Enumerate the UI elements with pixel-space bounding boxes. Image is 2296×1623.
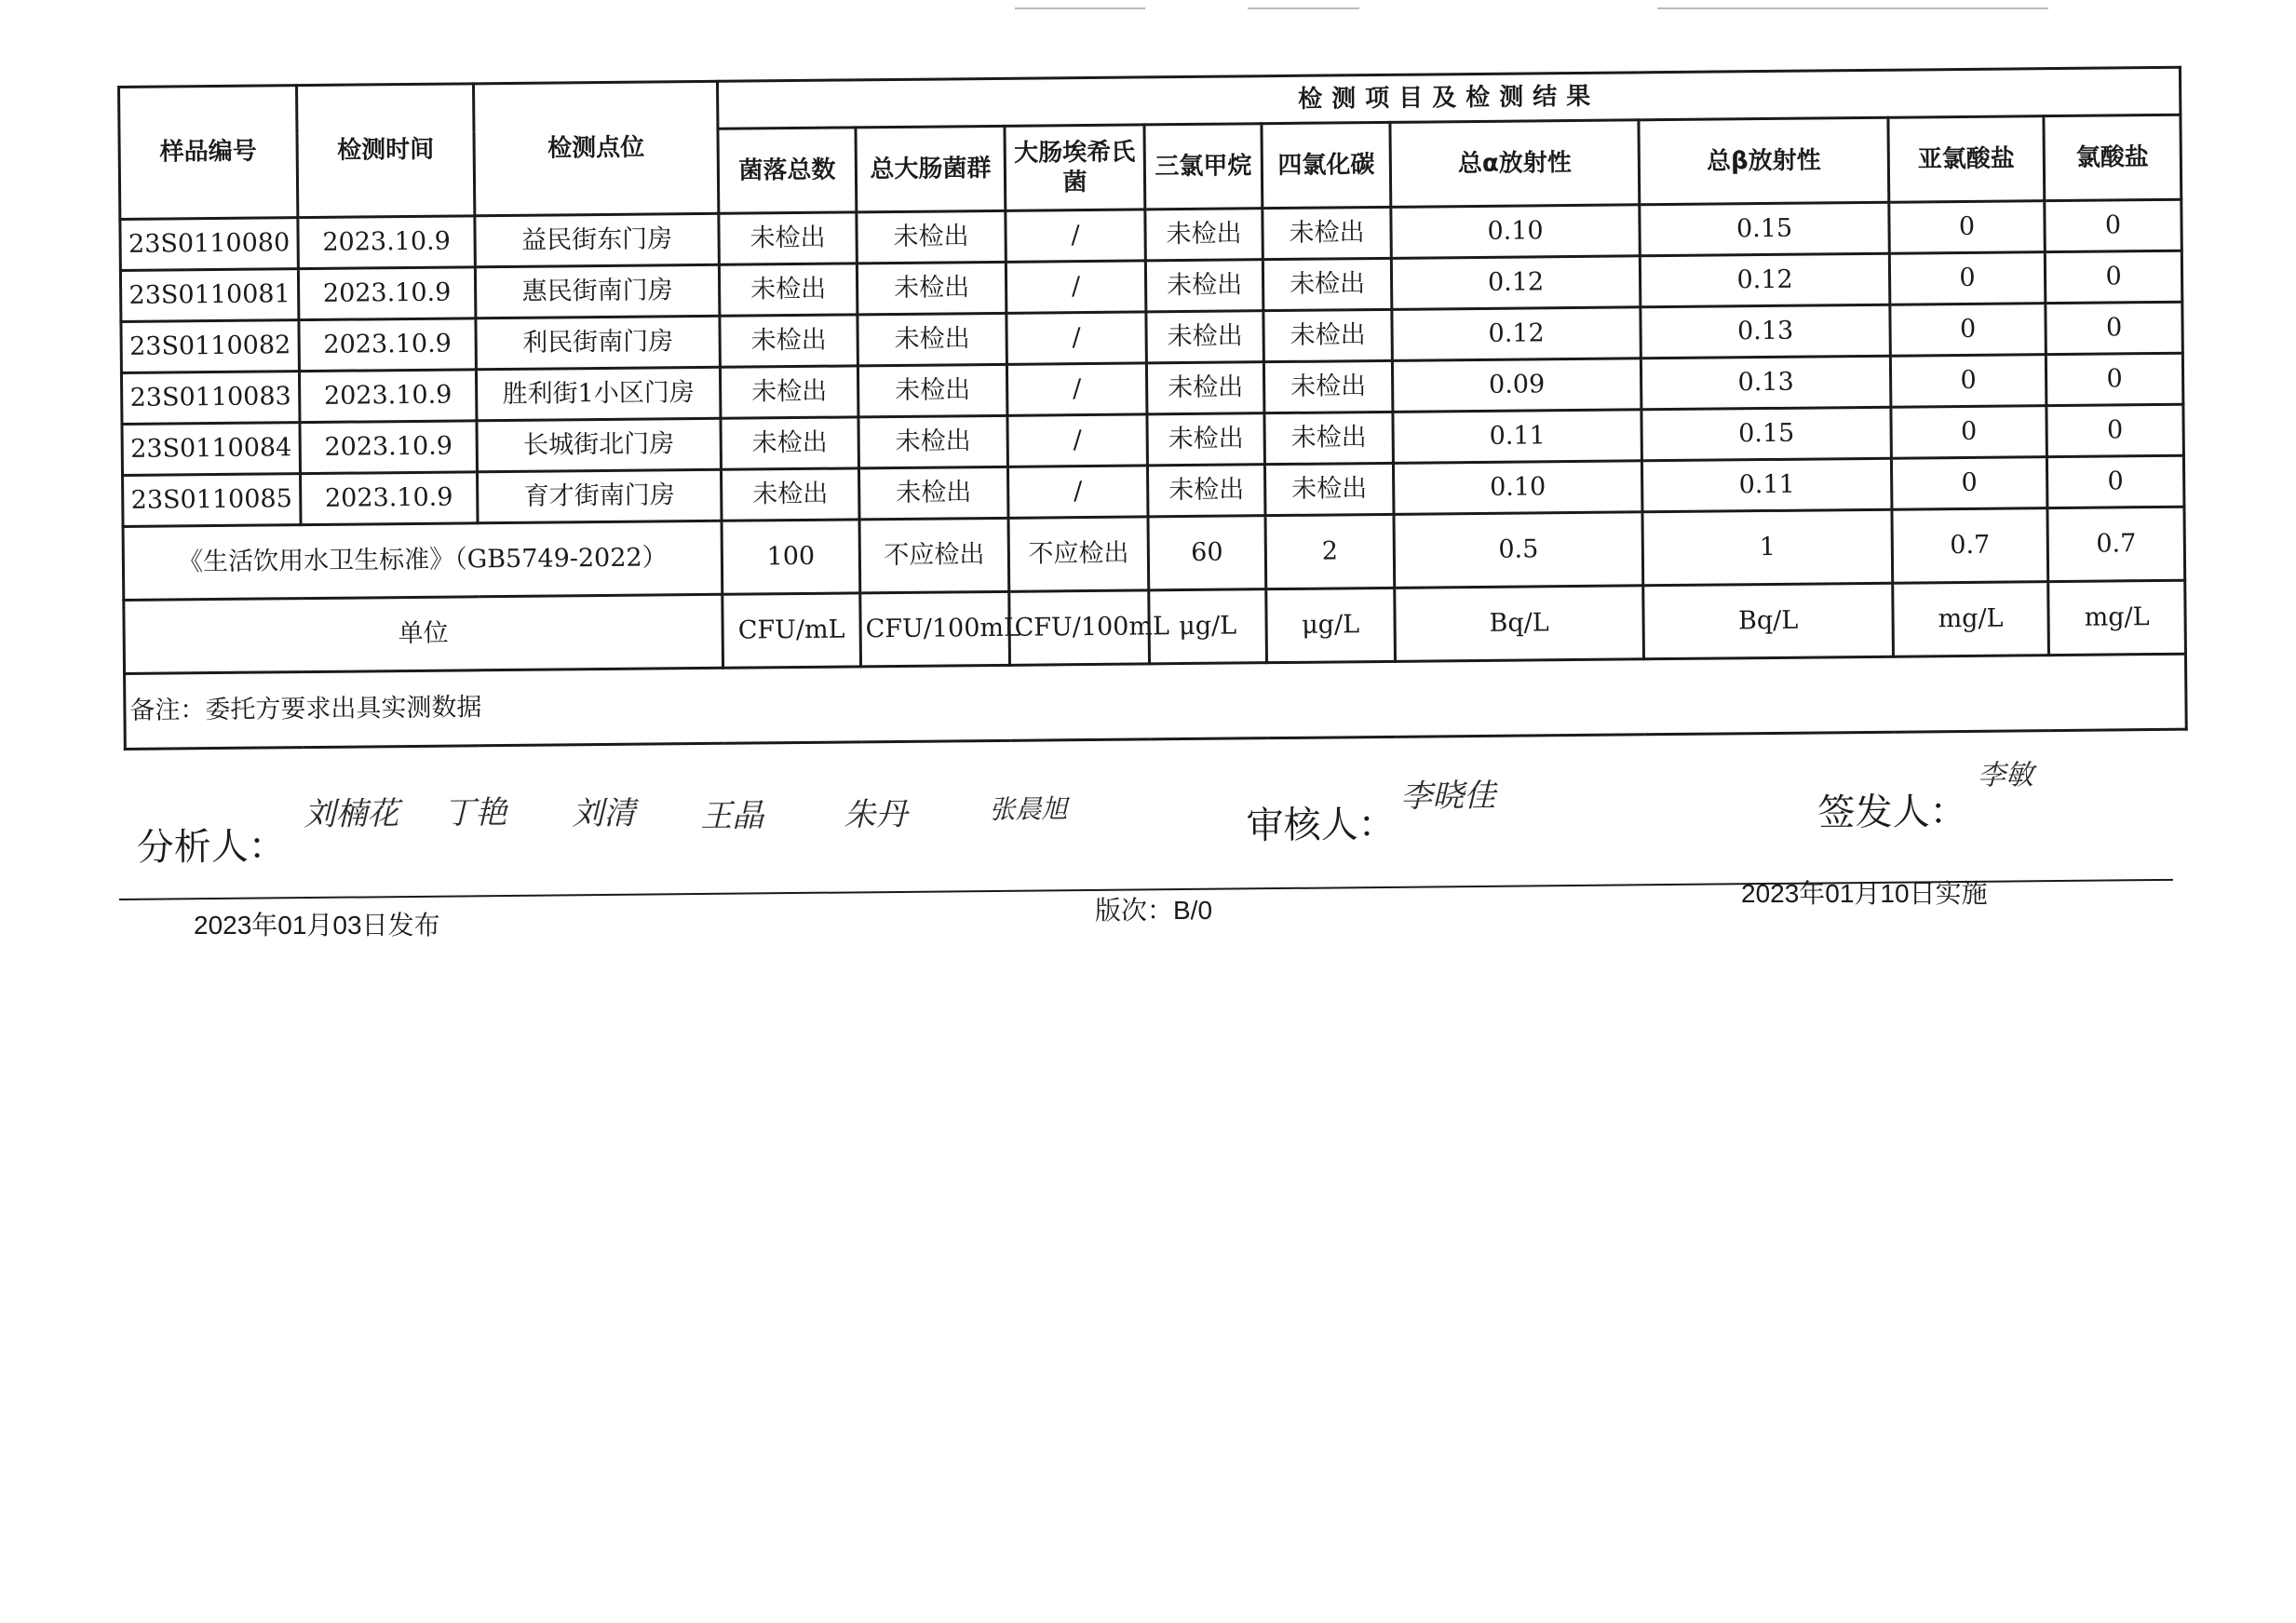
cell-standard-limit: 不应检出	[859, 518, 1009, 593]
cell-result: 未检出	[721, 417, 859, 469]
reviewer-signature: 李晓佳	[1400, 777, 1496, 816]
cell-standard-limit: 0.5	[1394, 512, 1643, 588]
header-test-item: 总α放射性	[1390, 120, 1640, 208]
cell-unit: CFU/100mL	[1009, 590, 1150, 665]
analyst-signature: 王晶	[700, 797, 764, 835]
cell-result: 0	[2046, 455, 2184, 507]
cell-test-date: 2023.10.9	[300, 421, 478, 474]
cell-test-site: 惠民街南门房	[475, 264, 720, 318]
cell-result: 0	[1890, 304, 2046, 357]
cell-unit: mg/L	[2048, 580, 2186, 655]
cell-test-date: 2023.10.9	[298, 267, 476, 320]
cell-result: 未检出	[857, 262, 1006, 315]
cell-unit: Bq/L	[1643, 583, 1894, 659]
cell-sample-id: 23S0110083	[121, 372, 300, 425]
cell-result: 0.15	[1640, 202, 1890, 256]
cell-result: 未检出	[1263, 207, 1392, 259]
cell-result: 未检出	[1146, 311, 1264, 363]
header-sample-id: 样品编号	[119, 86, 298, 220]
cell-test-date: 2023.10.9	[298, 216, 476, 269]
cell-result: 未检出	[721, 468, 859, 521]
header-test-item: 菌落总数	[718, 128, 857, 213]
cell-unit: mg/L	[1893, 582, 2049, 657]
cell-result: 未检出	[857, 210, 1006, 264]
cell-result: 0.13	[1641, 304, 1891, 358]
cell-test-site: 育才街南门房	[477, 469, 722, 523]
cell-result: 0.11	[1641, 458, 1892, 512]
header-test-item: 大肠埃希氏菌	[1005, 125, 1145, 210]
cell-result: 未检出	[1147, 465, 1265, 517]
header-test-item: 总β放射性	[1639, 117, 1889, 205]
analyst-signature: 张晨旭	[989, 793, 1068, 825]
cell-result: 0	[2046, 353, 2183, 405]
cell-result: 未检出	[858, 467, 1008, 520]
cell-standard-limit: 0.7	[2047, 507, 2185, 581]
cell-result: 0	[1891, 457, 2047, 510]
cell-sample-id: 23S0110080	[120, 218, 299, 271]
cell-result: /	[1006, 312, 1147, 364]
cell-result: /	[1007, 466, 1148, 518]
issuer-label: 签发人：	[1817, 790, 1967, 835]
cell-sample-id: 23S0110084	[122, 423, 301, 476]
header-test-items-group: 检测项目及检测结果	[717, 67, 2180, 128]
cell-result: 未检出	[858, 415, 1008, 468]
cell-standard-limit: 100	[722, 520, 860, 594]
cell-result: 0.09	[1392, 358, 1641, 413]
cell-result: 未检出	[1263, 309, 1393, 361]
cell-test-site: 益民街东门房	[475, 213, 720, 267]
issuer-signature: 李敏	[1977, 759, 2034, 792]
cell-result: 未检出	[1146, 362, 1264, 414]
cell-result: 未检出	[858, 364, 1007, 417]
cell-result: 0.11	[1393, 410, 1642, 464]
cell-result: /	[1006, 363, 1147, 415]
cell-unit: μg/L	[1266, 588, 1396, 662]
standard-label: 《生活饮用水卫生标准》（GB5749-2022）	[123, 521, 723, 600]
header-test-item: 三氯甲烷	[1144, 124, 1263, 210]
cell-result: 0	[1890, 355, 2046, 408]
cell-test-site: 利民街南门房	[476, 316, 721, 370]
analyst-signature: 刘清	[572, 794, 636, 833]
analyst-label: 分析人：	[136, 825, 286, 870]
analyst-signature: 朱丹	[844, 795, 908, 834]
cell-unit: Bq/L	[1395, 586, 1644, 662]
cell-result: /	[1006, 261, 1146, 313]
cell-result: 0.10	[1391, 205, 1641, 259]
header-test-item: 四氯化碳	[1262, 122, 1391, 208]
cell-result: 未检出	[720, 366, 858, 418]
cell-result: 0.12	[1391, 256, 1641, 310]
cell-sample-id: 23S0110082	[121, 320, 300, 373]
cell-result: 未检出	[1145, 209, 1263, 261]
cell-result: 0	[1889, 201, 2046, 254]
cell-result: 0	[2045, 250, 2182, 303]
cell-test-date: 2023.10.9	[301, 472, 479, 525]
cell-test-site: 长城街北门房	[477, 418, 722, 472]
cell-result: 未检出	[1264, 412, 1394, 464]
cell-unit: μg/L	[1149, 589, 1267, 664]
version: 版次：B/0	[1095, 896, 1213, 925]
cell-result: 0	[2045, 199, 2182, 251]
analyst-signature: 刘楠花	[304, 794, 399, 833]
remark-note: 备注：委托方要求出具实测数据	[125, 654, 2187, 749]
cell-result: 0	[1889, 252, 2046, 305]
effective-date: 2023年01月10日实施	[1741, 879, 1988, 908]
header-test-item: 总大肠菌群	[856, 126, 1006, 212]
header-test-date: 检测时间	[297, 84, 475, 218]
cell-result: 未检出	[720, 315, 858, 367]
cell-unit: CFU/100mL	[860, 591, 1010, 667]
cell-result: 未检出	[719, 264, 858, 316]
cell-test-date: 2023.10.9	[299, 318, 477, 372]
unit-label: 单位	[124, 594, 723, 673]
cell-result: 0.10	[1393, 461, 1642, 515]
cell-result: 未检出	[719, 212, 858, 264]
cell-result: 未检出	[1147, 413, 1265, 466]
cell-result: 未检出	[1263, 258, 1392, 310]
header-test-item: 氯酸盐	[2044, 115, 2181, 200]
cell-sample-id: 23S0110085	[123, 474, 302, 527]
cell-result: /	[1007, 414, 1148, 467]
header-test-site: 检测点位	[473, 81, 718, 216]
cell-sample-id: 23S0110081	[120, 269, 299, 322]
cell-result: 未检出	[1263, 360, 1393, 413]
cell-result: 未检出	[1145, 260, 1263, 312]
analyst-signature: 丁艳	[443, 793, 507, 832]
cell-result: 0.12	[1392, 307, 1641, 361]
cell-standard-limit: 0.7	[1892, 508, 2048, 584]
cell-result: /	[1006, 210, 1146, 262]
cell-result: 0	[1891, 406, 2047, 459]
reviewer-label: 审核人：	[1246, 803, 1396, 848]
cell-result: 未检出	[1264, 463, 1394, 515]
cell-result: 0.12	[1640, 253, 1890, 307]
cell-result: 0	[2046, 302, 2183, 354]
cell-standard-limit: 2	[1265, 514, 1395, 588]
cell-standard-limit: 60	[1148, 516, 1266, 590]
cell-result: 0.13	[1641, 356, 1891, 410]
cell-result: 0.15	[1641, 407, 1892, 461]
cell-standard-limit: 1	[1642, 509, 1893, 586]
cell-test-date: 2023.10.9	[299, 370, 477, 423]
cell-result: 0	[2046, 404, 2184, 456]
publish-date: 2023年01月03日发布	[194, 911, 440, 940]
cell-unit: CFU/mL	[723, 593, 861, 668]
cell-standard-limit: 不应检出	[1008, 517, 1149, 591]
header-test-item: 亚氯酸盐	[1888, 116, 2045, 203]
cell-result: 未检出	[858, 313, 1007, 366]
cell-test-site: 胜利街1小区门房	[476, 367, 721, 421]
